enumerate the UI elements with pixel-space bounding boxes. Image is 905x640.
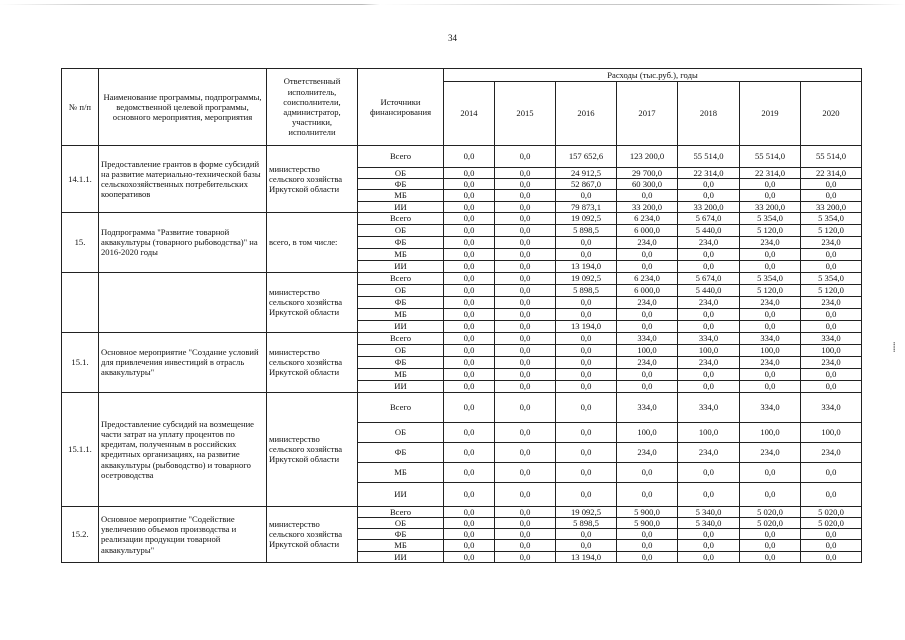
expense-value: 5 020,0 [801,506,862,517]
budget-table [61,68,862,563]
expense-value: 0,0 [444,422,495,442]
expense-value: 52 867,0 [556,179,617,190]
funding-source: Всего [358,506,444,517]
expense-value: 5 900,0 [617,506,678,517]
funding-source: Всего [358,272,444,284]
expense-value: 234,0 [740,356,801,368]
expense-value: 0,0 [556,529,617,540]
expense-value: 0,0 [740,308,801,320]
expense-value: 0,0 [617,529,678,540]
expense-value: 0,0 [444,190,495,201]
header-year: 2015 [495,82,556,146]
expense-value: 5 120,0 [801,284,862,296]
funding-source: ОБ [358,224,444,236]
row-name: Предоставление грантов в форме субсидий на развитие материально-технической базы сельскохозяйственных потребительских кооперативов [99,146,267,213]
expense-value: 5 020,0 [740,518,801,529]
expense-value: 0,0 [444,320,495,332]
expense-value: 5 340,0 [678,506,740,517]
expense-value: 0,0 [740,248,801,260]
expense-value: 19 092,5 [556,506,617,517]
header-expenses: Расходы (тыс.руб.), годы [444,69,862,82]
expense-value: 0,0 [617,260,678,272]
expense-value: 0,0 [740,179,801,190]
expense-value: 0,0 [556,344,617,356]
expense-value: 234,0 [740,442,801,462]
funding-source: ОБ [358,284,444,296]
row-executor: министерство сельского хозяйства Иркутской области [267,332,358,392]
expense-value: 0,0 [495,179,556,190]
expense-value: 0,0 [617,540,678,551]
table-row [62,146,862,168]
row-executor: министерство сельского хозяйства Иркутской области [267,146,358,213]
expense-value: 0,0 [740,540,801,551]
expense-value: 0,0 [801,482,862,506]
expense-value: 29 700,0 [617,168,678,179]
expense-value: 19 092,5 [556,272,617,284]
expense-value: 100,0 [678,344,740,356]
table-row [62,506,862,517]
header-name: Наименование программы, подпрограммы, ведомственной целевой программы, основного мероприятия, мероприятия [99,69,267,146]
expense-value: 5 898,5 [556,284,617,296]
expense-value: 5 120,0 [740,284,801,296]
expense-value: 6 234,0 [617,212,678,224]
expense-value: 0,0 [678,540,740,551]
expense-value: 0,0 [495,190,556,201]
table-row [62,272,862,284]
expense-value: 0,0 [495,442,556,462]
expense-value: 0,0 [495,272,556,284]
expense-value: 0,0 [444,392,495,422]
expense-value: 0,0 [444,551,495,562]
expense-value: 0,0 [740,482,801,506]
expense-value: 0,0 [495,422,556,442]
expense-value: 0,0 [617,308,678,320]
expense-value: 0,0 [678,380,740,392]
expense-value: 0,0 [678,529,740,540]
expense-value: 0,0 [556,442,617,462]
expense-value: 0,0 [444,212,495,224]
expense-value: 55 514,0 [678,146,740,168]
expense-value: 0,0 [556,332,617,344]
expense-value: 6 234,0 [617,272,678,284]
expense-value: 0,0 [444,462,495,482]
funding-source: ИИ [358,380,444,392]
funding-source: ФБ [358,442,444,462]
header-year: 2016 [556,82,617,146]
expense-value: 0,0 [801,308,862,320]
expense-value: 24 912,5 [556,168,617,179]
row-number: 15.1.1. [62,392,99,506]
expense-value: 0,0 [495,296,556,308]
header-year: 2020 [801,82,862,146]
expense-value: 0,0 [495,344,556,356]
expense-value: 5 440,0 [678,284,740,296]
page-number: 34 [448,33,457,43]
expense-value: 0,0 [444,380,495,392]
expense-value: 0,0 [617,482,678,506]
expense-value: 0,0 [444,296,495,308]
expense-value: 0,0 [678,462,740,482]
expense-value: 0,0 [617,248,678,260]
expense-value: 0,0 [444,146,495,168]
expense-value: 234,0 [801,296,862,308]
expense-value: 13 194,0 [556,260,617,272]
funding-source: МБ [358,368,444,380]
expense-value: 0,0 [801,248,862,260]
expense-value: 0,0 [740,462,801,482]
expense-value: 33 200,0 [740,201,801,212]
expense-value: 0,0 [740,320,801,332]
expense-value: 234,0 [740,236,801,248]
expense-value: 5 354,0 [740,272,801,284]
expense-value: 100,0 [678,422,740,442]
expense-value: 22 314,0 [801,168,862,179]
expense-value: 0,0 [444,168,495,179]
table-row [62,392,862,422]
expense-value: 5 898,5 [556,224,617,236]
header-year: 2017 [617,82,678,146]
expense-value: 0,0 [556,380,617,392]
expense-value: 0,0 [617,462,678,482]
funding-source: МБ [358,190,444,201]
expense-value: 0,0 [678,482,740,506]
expense-value: 157 652,6 [556,146,617,168]
expense-value: 0,0 [495,368,556,380]
expense-value: 33 200,0 [617,201,678,212]
expense-value: 334,0 [801,332,862,344]
expense-value: 334,0 [740,392,801,422]
funding-source: ОБ [358,422,444,442]
expense-value: 5 898,5 [556,518,617,529]
expense-value: 0,0 [556,356,617,368]
expense-value: 5 354,0 [801,272,862,284]
expense-value: 0,0 [801,260,862,272]
expense-value: 0,0 [444,442,495,462]
expense-value: 100,0 [801,422,862,442]
expense-value: 0,0 [801,179,862,190]
expense-value: 334,0 [617,392,678,422]
expense-value: 0,0 [556,190,617,201]
margin-mark: ⸽ [893,342,896,352]
expense-value: 100,0 [740,422,801,442]
expense-value: 0,0 [495,260,556,272]
row-name: Подпрограмма "Развитие товарной аквакультуры (товарного рыбоводства)" на 2016-2020 годы [99,212,267,272]
expense-value: 100,0 [617,344,678,356]
table-body [62,146,862,563]
expense-value: 0,0 [495,518,556,529]
expense-value: 334,0 [740,332,801,344]
expense-value: 0,0 [444,518,495,529]
expense-value: 0,0 [495,380,556,392]
expense-value: 0,0 [801,380,862,392]
row-executor: министерство сельского хозяйства Иркутской области [267,272,358,332]
expense-value: 0,0 [740,551,801,562]
expense-value: 0,0 [801,551,862,562]
table-header [62,69,862,146]
expense-value: 234,0 [801,236,862,248]
row-executor: министерство сельского хозяйства Иркутской области [267,392,358,506]
expense-value: 0,0 [495,540,556,551]
expense-value: 0,0 [556,296,617,308]
expense-value: 234,0 [801,356,862,368]
expense-value: 5 354,0 [740,212,801,224]
expense-value: 0,0 [801,320,862,332]
funding-source: ФБ [358,179,444,190]
funding-source: Всего [358,212,444,224]
expense-value: 0,0 [740,368,801,380]
header-executor: Ответственный исполнитель, соисполнители, администратор, участники, исполнители [267,69,358,146]
funding-source: ФБ [358,296,444,308]
expense-value: 0,0 [495,462,556,482]
expense-value: 234,0 [801,442,862,462]
expense-value: 5 020,0 [801,518,862,529]
table-row [62,212,862,224]
expense-value: 0,0 [678,551,740,562]
table-row [62,332,862,344]
row-number: 15.1. [62,332,99,392]
expense-value: 234,0 [678,442,740,462]
expense-value: 0,0 [678,248,740,260]
expense-value: 79 873,1 [556,201,617,212]
funding-source: МБ [358,462,444,482]
row-number: 14.1.1. [62,146,99,213]
expense-value: 0,0 [444,179,495,190]
top-scan-rule [0,4,905,5]
expense-value: 0,0 [678,308,740,320]
expense-value: 0,0 [556,482,617,506]
funding-source: ФБ [358,529,444,540]
row-executor: министерство сельского хозяйства Иркутской области [267,506,358,562]
expense-value: 0,0 [444,224,495,236]
expense-value: 6 000,0 [617,284,678,296]
expense-value: 5 440,0 [678,224,740,236]
expense-value: 0,0 [444,482,495,506]
expense-value: 0,0 [495,529,556,540]
expense-value: 13 194,0 [556,320,617,332]
header-num: № п/п [62,69,99,146]
expense-value: 0,0 [678,179,740,190]
expense-value: 0,0 [556,236,617,248]
expense-value: 0,0 [801,368,862,380]
expense-value: 0,0 [444,272,495,284]
expense-value: 0,0 [444,308,495,320]
header-year: 2019 [740,82,801,146]
expense-value: 5 674,0 [678,272,740,284]
row-name: Основное мероприятие "Содействие увеличению объемов производства и реализации продукции товарной аквакультуры" [99,506,267,562]
expense-value: 0,0 [495,248,556,260]
expense-value: 5 120,0 [801,224,862,236]
expense-value: 234,0 [617,296,678,308]
expense-value: 0,0 [617,368,678,380]
expense-value: 334,0 [678,392,740,422]
expense-value: 0,0 [556,392,617,422]
expense-value: 0,0 [740,260,801,272]
funding-source: Всего [358,392,444,422]
header-year: 2014 [444,82,495,146]
expense-value: 0,0 [678,320,740,332]
expense-value: 0,0 [495,482,556,506]
expense-value: 234,0 [617,442,678,462]
expense-value: 5 674,0 [678,212,740,224]
funding-source: МБ [358,248,444,260]
expense-value: 0,0 [444,529,495,540]
expense-value: 13 194,0 [556,551,617,562]
expense-value: 334,0 [678,332,740,344]
row-executor: всего, в том числе: [267,212,358,272]
expense-value: 0,0 [444,260,495,272]
expense-value: 0,0 [495,356,556,368]
expense-value: 0,0 [556,422,617,442]
expense-value: 0,0 [444,236,495,248]
expense-value: 234,0 [740,296,801,308]
expense-value: 0,0 [617,380,678,392]
funding-source: ОБ [358,168,444,179]
expense-value: 5 340,0 [678,518,740,529]
funding-source: Всего [358,332,444,344]
expense-value: 19 092,5 [556,212,617,224]
expense-value: 0,0 [801,190,862,201]
expense-value: 0,0 [495,332,556,344]
expense-value: 0,0 [556,540,617,551]
expense-value: 234,0 [617,356,678,368]
expense-value: 234,0 [678,296,740,308]
expense-value: 0,0 [444,368,495,380]
expense-value: 0,0 [495,236,556,248]
expense-value: 0,0 [801,540,862,551]
expense-value: 0,0 [678,190,740,201]
expense-value: 0,0 [556,368,617,380]
expense-value: 0,0 [444,506,495,517]
funding-source: МБ [358,540,444,551]
expense-value: 334,0 [617,332,678,344]
expense-value: 334,0 [801,392,862,422]
expense-value: 5 120,0 [740,224,801,236]
expense-value: 0,0 [556,248,617,260]
funding-source: ФБ [358,356,444,368]
expense-value: 0,0 [617,320,678,332]
expense-value: 22 314,0 [678,168,740,179]
expense-value: 0,0 [740,190,801,201]
funding-source: ИИ [358,260,444,272]
row-number [62,272,99,332]
expense-value: 0,0 [444,248,495,260]
row-number: 15.2. [62,506,99,562]
expense-value: 0,0 [495,168,556,179]
expense-value: 100,0 [740,344,801,356]
expense-value: 0,0 [495,201,556,212]
expense-value: 0,0 [678,260,740,272]
header-sources: Источники финансирования [358,69,444,146]
expense-value: 234,0 [617,236,678,248]
expense-value: 60 300,0 [617,179,678,190]
expense-value: 0,0 [495,284,556,296]
expense-value: 0,0 [617,551,678,562]
expense-value: 0,0 [444,201,495,212]
expense-value: 0,0 [444,332,495,344]
expense-value: 0,0 [556,462,617,482]
expense-value: 234,0 [678,356,740,368]
expense-value: 0,0 [740,380,801,392]
expense-value: 5 900,0 [617,518,678,529]
expense-value: 5 020,0 [740,506,801,517]
expense-value: 0,0 [444,356,495,368]
expense-value: 55 514,0 [801,146,862,168]
expense-value: 0,0 [495,506,556,517]
expense-value: 123 200,0 [617,146,678,168]
expense-value: 0,0 [495,224,556,236]
funding-source: ИИ [358,201,444,212]
expense-value: 0,0 [495,212,556,224]
expense-value: 0,0 [617,190,678,201]
funding-source: МБ [358,308,444,320]
expense-value: 55 514,0 [740,146,801,168]
expense-value: 0,0 [495,308,556,320]
expense-value: 33 200,0 [678,201,740,212]
expense-value: 100,0 [617,422,678,442]
header-year: 2018 [678,82,740,146]
row-number: 15. [62,212,99,272]
expense-value: 6 000,0 [617,224,678,236]
expense-value: 100,0 [801,344,862,356]
expense-value: 0,0 [495,551,556,562]
expense-value: 0,0 [801,529,862,540]
funding-source: ФБ [358,236,444,248]
expense-value: 0,0 [495,146,556,168]
expense-value: 0,0 [444,540,495,551]
funding-source: ИИ [358,320,444,332]
expense-value: 33 200,0 [801,201,862,212]
expense-value: 0,0 [740,529,801,540]
funding-source: Всего [358,146,444,168]
expense-value: 5 354,0 [801,212,862,224]
expense-value: 0,0 [495,392,556,422]
expense-value: 0,0 [444,344,495,356]
expense-value: 0,0 [444,284,495,296]
row-name: Предоставление субсидий на возмещение части затрат на уплату процентов по кредитам, полученным в российских кредитных организациях, на развитие аквакультуры (рыбоводство) и товарного осетроводства [99,392,267,506]
expense-value: 22 314,0 [740,168,801,179]
funding-source: ИИ [358,482,444,506]
expense-value: 0,0 [556,308,617,320]
expense-value: 234,0 [678,236,740,248]
row-name [99,272,267,332]
row-name: Основное мероприятие "Создание условий для привлечения инвестиций в отрасль аквакультуры" [99,332,267,392]
funding-source: ОБ [358,344,444,356]
funding-source: ОБ [358,518,444,529]
expense-value: 0,0 [495,320,556,332]
expense-value: 0,0 [801,462,862,482]
expense-value: 0,0 [678,368,740,380]
funding-source: ИИ [358,551,444,562]
